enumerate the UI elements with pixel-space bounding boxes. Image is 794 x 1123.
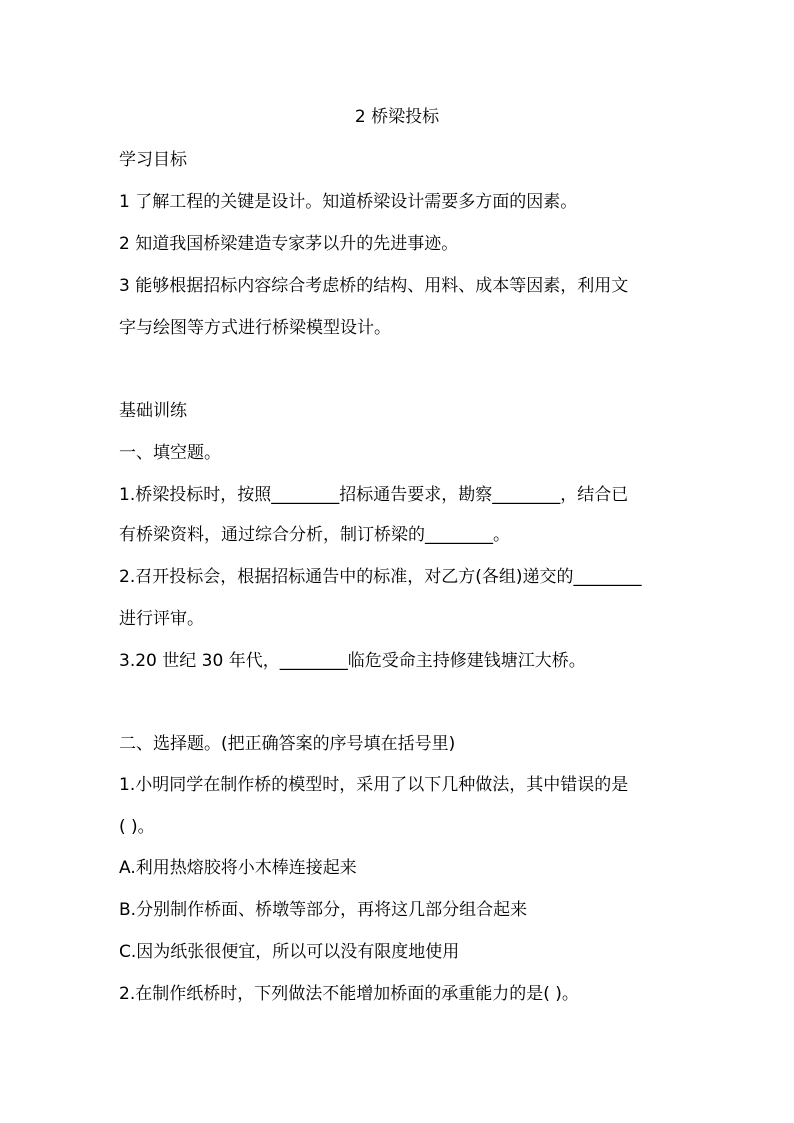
choice-q1-line1: 1.小明同学在制作桥的模型时，采用了以下几种做法，其中错误的是 — [119, 775, 629, 795]
training-heading: 基础训练 — [119, 401, 187, 421]
fill-q2-line1: 2.召开投标会，根据招标通告中的标准，对乙方(各组)递交的________ — [119, 567, 642, 587]
page-title: 2 桥梁投标 — [354, 107, 440, 127]
fill-q1-line2: 有桥梁资料，通过综合分析，制订桥梁的________。 — [119, 525, 510, 545]
choice-q2: 2.在制作纸桥时，下列做法不能增加桥面的承重能力的是( )。 — [119, 984, 579, 1004]
choice-q1-line2: ( )。 — [119, 817, 155, 837]
choice-q1-option-c: C.因为纸张很便宜，所以可以没有限度地使用 — [119, 942, 460, 962]
objective-1: 1 了解工程的关键是设计。知道桥梁设计需要多方面的因素。 — [119, 192, 578, 212]
fill-q2-line2: 进行评审。 — [119, 609, 204, 629]
fill-heading: 一、填空题。 — [119, 443, 221, 463]
fill-q3: 3.20 世纪 30 年代，________临危受命主持修建钱塘江大桥。 — [119, 651, 586, 671]
objective-2: 2 知道我国桥梁建造专家茅以升的先进事迹。 — [119, 234, 459, 254]
choice-q1-option-b: B.分别制作桥面、桥墩等部分，再将这几部分组合起来 — [119, 900, 528, 920]
objective-3-cont: 字与绘图等方式进行桥梁模型设计。 — [119, 318, 391, 338]
choice-heading: 二、选择题。(把正确答案的序号填在括号里) — [119, 734, 456, 754]
objective-3: 3 能够根据招标内容综合考虑桥的结构、用料、成本等因素，利用文 — [119, 276, 629, 296]
fill-q1-line1: 1.桥梁投标时，按照________招标通告要求，勘察________，结合已 — [119, 485, 629, 505]
objectives-heading: 学习目标 — [119, 150, 187, 170]
choice-q1-option-a: A.利用热熔胶将小木棒连接起来 — [119, 858, 357, 878]
